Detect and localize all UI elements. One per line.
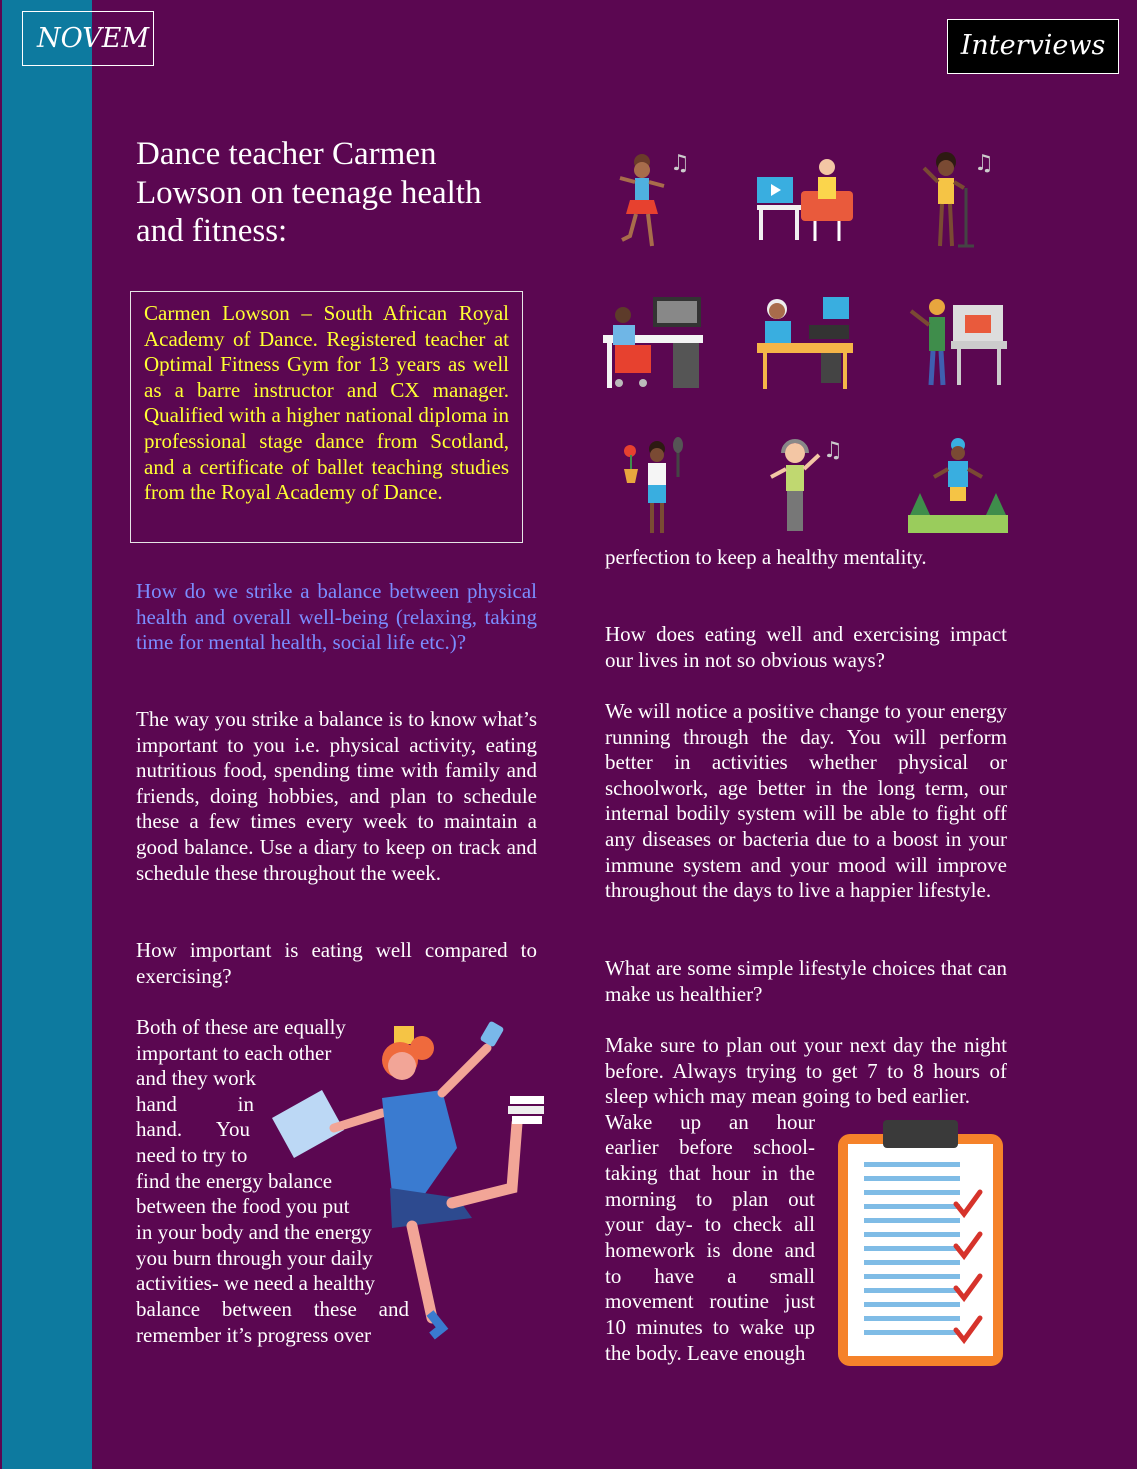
answer-2-continued: perfection to keep a healthy mentality.	[605, 545, 927, 569]
bio-box: Carmen Lowson – South African Royal Academy of Dance. Registered teacher at Optimal Fitness Gym for 13 years as well as a barre instructor and CX manager. Qualified with a higher national diploma in professional stage dance from Scotland, and a certificate of ballet teaching studies from the Royal Academy of Dance.	[130, 291, 523, 543]
answer-2-line: hand. You	[136, 1117, 250, 1141]
answer-4-line: to have a small	[605, 1264, 815, 1288]
answer-1: The way you strike a balance is to know what’s important to you i.e. physical activity, eating nutritious food, spending time with family and friends, doing hobbies, and plan to schedule these a few times every week to maintain a good balance. Use a diary to keep on track and schedule these throughout the week.	[136, 707, 537, 885]
gaming-kid-icon	[755, 155, 855, 243]
answer-4-line: movement routine just	[605, 1289, 815, 1313]
computer-desk-icon	[603, 295, 705, 390]
dancer-illustration	[272, 1018, 547, 1343]
svg-text:♫: ♫	[974, 151, 994, 176]
article-title: Dance teacher Carmen Lowson on teenage health and fitness:	[136, 136, 482, 249]
gardening-icon	[622, 437, 692, 535]
answer-2-line: need to try to	[136, 1143, 248, 1167]
answer-4-intro: Make sure to plan out your next day the night before. Always trying to get 7 to 8 hours of sleep which may mean going to bed earlier.	[605, 1033, 1007, 1109]
answer-4-line: morning to plan out	[605, 1187, 815, 1211]
answer-4-line: Wake up an hour	[605, 1110, 815, 1134]
svg-text:♫: ♫	[823, 438, 843, 463]
dancing-girl-icon	[612, 148, 697, 248]
cooking-icon	[907, 295, 1007, 390]
answer-2-line: in your body and the energy	[136, 1220, 372, 1244]
answer-2-line: Both of these are equally	[136, 1015, 346, 1039]
answer-4-line: homework is done and	[605, 1238, 815, 1262]
answer-2-line: remember it’s progress over	[136, 1323, 372, 1347]
dj-desk-icon	[757, 295, 855, 390]
question-3: How does eating well and exercising impact our lives in not so obvious ways?	[605, 622, 1007, 672]
answer-4-line: 10 minutes to wake up	[605, 1315, 815, 1339]
answer-4-line: earlier before school-	[605, 1135, 815, 1159]
outdoor-exercise-icon	[908, 437, 1008, 535]
answer-2-line: activities- we need a healthy	[136, 1271, 376, 1295]
answer-2-line: and they work	[136, 1066, 257, 1090]
answer-2-line: between the food you put	[136, 1194, 350, 1218]
svg-text:♫: ♫	[670, 151, 690, 176]
question-4: What are some simple lifestyle choices that can make us healthier?	[605, 956, 1007, 1006]
music-headphones-icon	[765, 437, 850, 535]
section-label: Interviews	[947, 19, 1119, 74]
answer-4-line: taking that hour in the	[605, 1161, 815, 1185]
singer-icon	[918, 148, 1003, 248]
clipboard-checklist-illustration	[838, 1120, 1003, 1368]
sidebar-stripe	[2, 0, 92, 1469]
question-2: How important is eating well compared to exercising?	[136, 938, 537, 988]
answer-2-line: you burn through your daily	[136, 1246, 373, 1270]
answer-2-line: find the energy balance	[136, 1169, 333, 1193]
answer-2-line: important to each other	[136, 1041, 332, 1065]
answer-3: We will notice a positive change to your energy running through the day. You will perform better in activities whether physical or schoolwork, age better in the long term, our internal bodily system will be able to fight off any diseases or bacteria due to a boost in your immune system and your mood will improve throughout the days to live a happier lifestyle.	[605, 699, 1007, 903]
brand-logo: NOVEM	[22, 11, 154, 66]
answer-4-line: your day- to check all	[605, 1212, 815, 1236]
answer-2-line: balance between these and	[136, 1297, 409, 1321]
question-1: How do we strike a balance between physical health and overall well-being (relaxing, taking time for mental health, social life etc.)?	[136, 579, 537, 655]
answer-2-line: hand in	[136, 1092, 254, 1116]
answer-4-line: the body. Leave enough	[605, 1341, 806, 1365]
